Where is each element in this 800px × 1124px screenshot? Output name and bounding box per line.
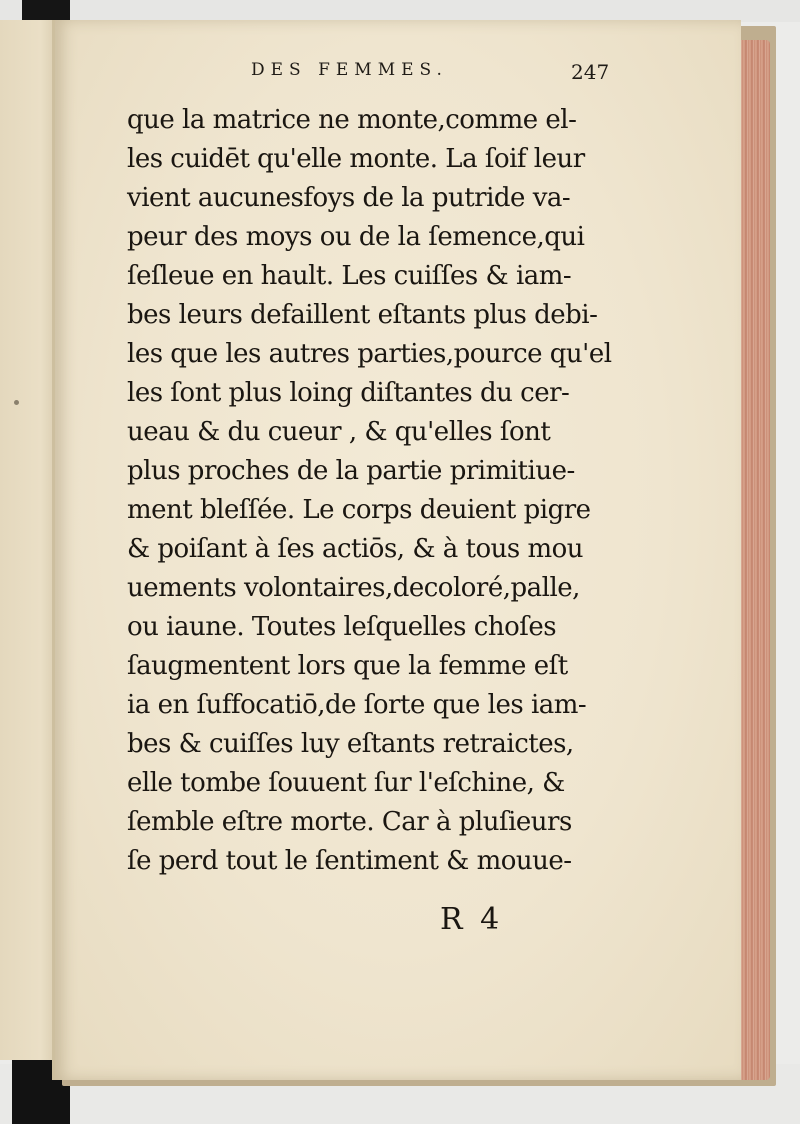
text-line: ſaugmentent lors que la femme eſt (127, 651, 568, 681)
text-line: vient aucunesfoys de la putride va- (127, 183, 571, 213)
signature-mark: R 4 (440, 902, 504, 937)
text-line: que la matrice ne monte,comme el- (127, 105, 577, 135)
bookmark-ribbon-top (22, 0, 70, 20)
text-line: elle tombe ſouuent ſur l'eſchine, & (127, 768, 565, 798)
page-header (55, 60, 741, 100)
text-line: ſeſleue en hault. Les cuiſſes & iam- (127, 261, 572, 291)
text-line: ou iaune. Toutes leſquelles choſes (127, 612, 557, 642)
text-line: uements volontaires,decoloré,palle, (127, 573, 580, 603)
text-line: bes & cuiſſes luy eſtants retraictes, (127, 729, 574, 759)
left-page-edge (0, 20, 60, 1060)
text-line: peur des moys ou de la ſemence,qui (127, 222, 585, 252)
paper-speck (14, 400, 19, 405)
scan-background-top (0, 0, 800, 22)
book-page (52, 20, 741, 1080)
text-line: ia en ſuffocatiō,de ſorte que les iam- (127, 690, 587, 720)
text-line: plus proches de la partie primitiue- (127, 456, 575, 486)
text-line: ſemble eſtre morte. Car à pluſieurs (127, 807, 572, 837)
text-line: les que les autres parties,pource qu'el (127, 339, 612, 369)
page-number: 247 (571, 60, 610, 84)
text-line: ment bleſſée. Le corps deuient pigre (127, 495, 591, 525)
text-line: les cuidēt qu'elle monte. La ſoif leur (127, 144, 585, 174)
text-line: les ſont plus loing diſtantes du cer- (127, 378, 570, 408)
text-line: ueau & du cueur , & qu'elles ſont (127, 417, 551, 447)
text-line: ſe perd tout le ſentiment & mouue- (127, 846, 572, 876)
text-line: & poiſant à ſes actiōs, & à tous mou (127, 534, 584, 564)
text-line: bes leurs defaillent eſtants plus debi- (127, 300, 598, 330)
running-title: DES FEMMES. (251, 60, 448, 80)
